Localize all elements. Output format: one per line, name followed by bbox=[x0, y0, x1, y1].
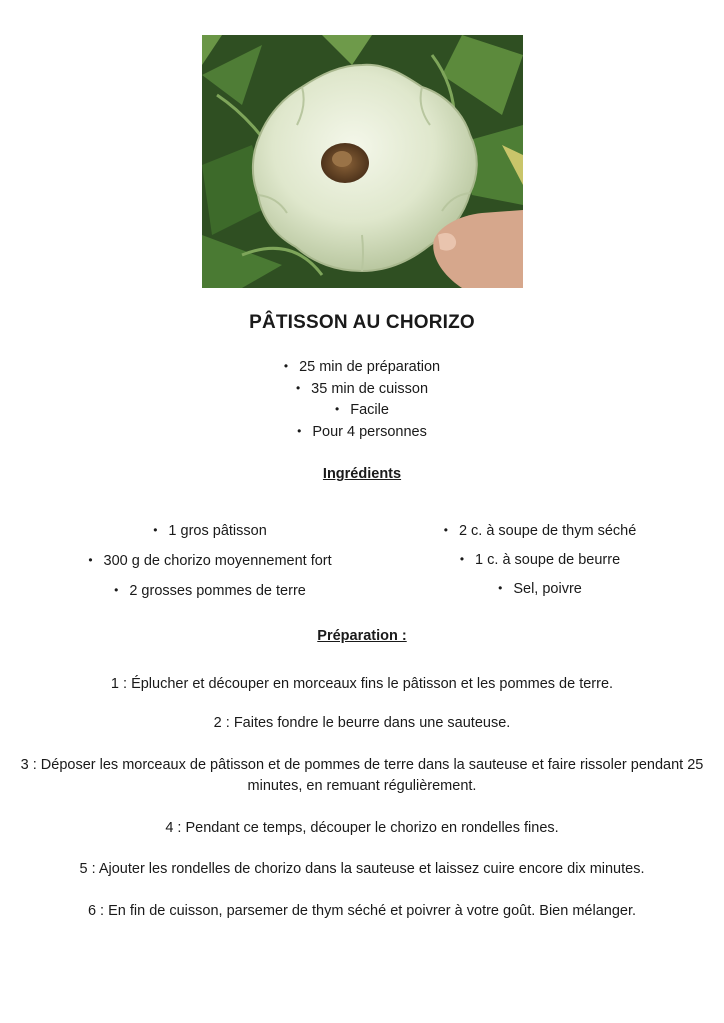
ingredient-item: • 1 gros pâtisson bbox=[40, 516, 380, 546]
meta-prep-time: • 25 min de préparation bbox=[0, 356, 724, 378]
preparation-step-5: 5 : Ajouter les rondelles de chorizo dans la sauteuse et laissez cuire encore dix minutes. bbox=[79, 861, 645, 877]
recipe-title: PÂTISSON AU CHORIZO bbox=[249, 312, 475, 333]
ingredients-heading: Ingrédients bbox=[322, 466, 402, 482]
preparation-step-2: 2 : Faites fondre le beurre dans une sauteuse. bbox=[213, 715, 511, 731]
ingredient-item: • 2 grosses pommes de terre bbox=[40, 576, 380, 606]
ingredient-item: • Sel, poivre bbox=[380, 574, 700, 603]
squash-photo-icon bbox=[202, 35, 523, 288]
preparation-heading: Préparation : bbox=[317, 628, 407, 644]
ingredient-item: • 300 g de chorizo moyennement fort bbox=[40, 546, 380, 576]
ingredient-item: • 1 c. à soupe de beurre bbox=[380, 545, 700, 574]
meta-servings: • Pour 4 personnes bbox=[0, 421, 724, 443]
squash-photo bbox=[202, 35, 523, 288]
meta-cook-time: • 35 min de cuisson bbox=[0, 378, 724, 400]
meta-difficulty: • Facile bbox=[0, 399, 724, 421]
recipe-meta-list bbox=[0, 356, 724, 443]
preparation-step-1: 1 : Éplucher et découper en morceaux fins le pâtisson et les pommes de terre. bbox=[110, 676, 614, 692]
preparation-step-4: 4 : Pendant ce temps, découper le chorizo en rondelles fines. bbox=[165, 820, 559, 836]
ingredients-left-list bbox=[40, 516, 380, 606]
preparation-step-3: 3 : Déposer les morceaux de pâtisson et de pommes de terre dans la sauteuse et faire rissoler pendant 25 minutes, en remuant régulièrement. bbox=[20, 757, 704, 794]
preparation-step-6: 6 : En fin de cuisson, parsemer de thym séché et poivrer à votre goût. Bien mélanger. bbox=[87, 903, 637, 919]
ingredient-item: • 2 c. à soupe de thym séché bbox=[380, 516, 700, 545]
ingredients-right-list bbox=[380, 516, 700, 603]
